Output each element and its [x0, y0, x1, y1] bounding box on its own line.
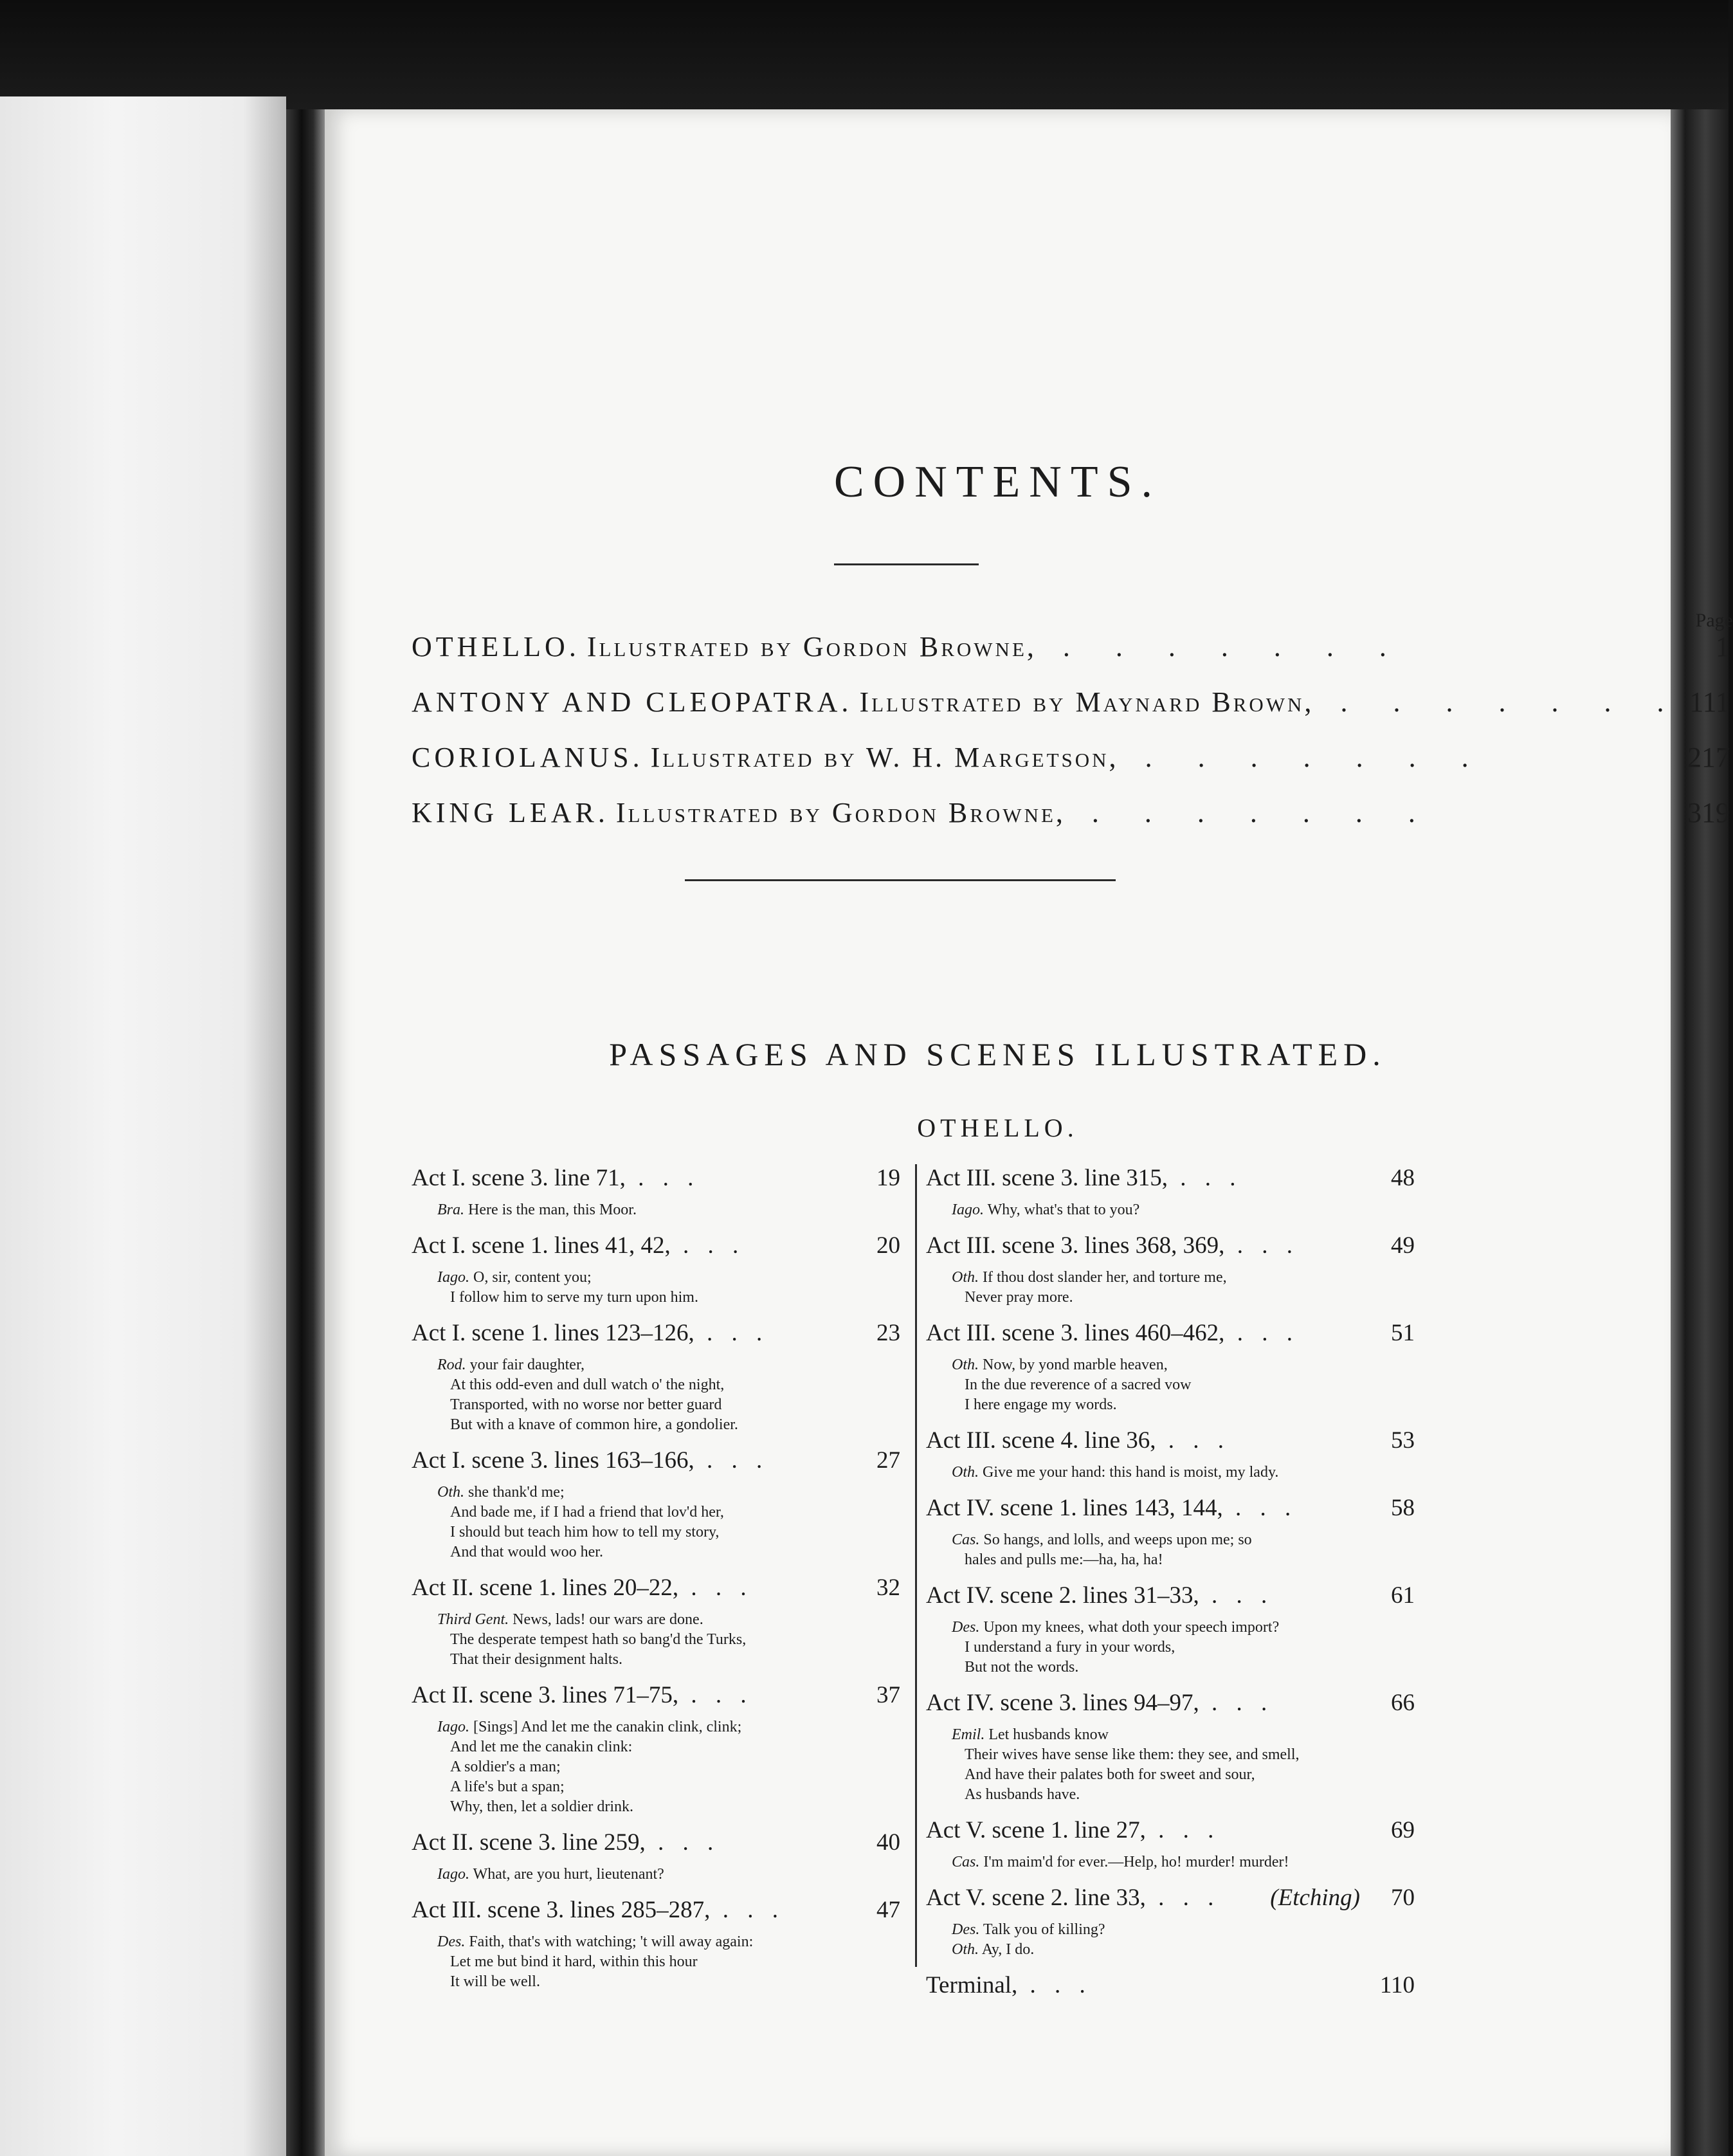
quote-line [437, 1375, 900, 1395]
passage-entry [412, 1829, 900, 1885]
quote-text: And let me the canakin clink: [450, 1739, 633, 1755]
passage-page-number: 32 [876, 1575, 900, 1601]
passage-quote [437, 1483, 900, 1562]
passage-quote [952, 1268, 1415, 1308]
passage-reference: Act I. scene 1. lines 41, 42, [412, 1232, 671, 1259]
passage-entry [926, 1884, 1415, 1960]
passage-entry [412, 1896, 900, 1992]
quote-text: It will be well. [450, 1973, 540, 1990]
passage-page-number: 53 [1391, 1427, 1415, 1454]
passage-reference-line [412, 1896, 900, 1932]
passage-entry [412, 1232, 900, 1308]
quote-line [437, 1395, 900, 1415]
passage-reference-line [926, 1971, 1415, 2007]
passage-reference: Act IV. scene 3. lines 94–97, [926, 1690, 1199, 1716]
quote-text: Upon my knees, what doth your speech import? [983, 1619, 1280, 1636]
quote-speaker: Oth. [952, 1357, 979, 1373]
leader-dots: . . . [1224, 1320, 1299, 1346]
passage-entry [926, 1816, 1415, 1872]
leader-dots: . . . [1145, 1817, 1220, 1843]
passage-page-number: 70 [1391, 1885, 1415, 1911]
quote-line [952, 1530, 1415, 1550]
quote-speaker: Oth. [952, 1269, 979, 1286]
quote-text: In the due reverence of a sacred vow [965, 1376, 1192, 1393]
quote-speaker: Des. [952, 1921, 980, 1938]
passage-reference: Act II. scene 3. line 259, [412, 1829, 646, 1856]
passage-reference: Act III. scene 4. line 36, [926, 1427, 1156, 1454]
table-of-contents [412, 630, 1730, 852]
quote-text: And bade me, if I had a friend that lov'd her, [450, 1504, 724, 1521]
quote-line [437, 1503, 900, 1522]
quote-line [952, 1463, 1415, 1483]
quote-text: Now, by yond marble heaven, [983, 1357, 1168, 1373]
quote-line [437, 1200, 900, 1220]
facing-blank-page [0, 96, 286, 2156]
quote-line [952, 1940, 1415, 1960]
passage-reference: Act III. scene 3. lines 460–462, [926, 1320, 1225, 1346]
toc-page-number: 319 [1687, 797, 1730, 828]
passage-quote [952, 1200, 1415, 1220]
quote-text: O, sir, content you; [473, 1269, 592, 1286]
passage-entry [412, 1447, 900, 1562]
passage-reference: Act I. scene 1. lines 123–126, [412, 1320, 694, 1346]
toc-entry [412, 741, 1730, 796]
toc-illustrator: Illustrated by W. H. Margetson, [650, 742, 1119, 773]
quote-line [952, 1618, 1415, 1638]
quote-text: At this odd-even and dull watch o' the night, [450, 1376, 725, 1393]
quote-text: Let me but bind it hard, within this hour [450, 1953, 698, 1970]
leader-dots: . . . [670, 1232, 745, 1259]
quote-line [952, 1395, 1415, 1415]
leader-dots: . . . [678, 1682, 753, 1708]
quote-line [437, 1483, 900, 1503]
book-gutter [286, 109, 325, 2156]
passage-quote [437, 1865, 900, 1885]
quote-text: And that would woo her. [450, 1544, 603, 1560]
leader-dots: . . . [1017, 1972, 1092, 1998]
contents-title: CONTENTS. [833, 457, 1162, 507]
passage-reference: Act III. scene 3. lines 368, 369, [926, 1232, 1225, 1259]
toc-leader-dots: . . . . . . . [1314, 686, 1683, 718]
column-divider [915, 1164, 917, 1967]
quote-line [437, 1610, 900, 1630]
toc-page-number: 217 [1687, 742, 1730, 773]
leader-dots: . . . [694, 1447, 769, 1474]
quote-line [952, 1725, 1415, 1745]
passage-page-number: 58 [1391, 1495, 1415, 1521]
passage-entry [926, 1494, 1415, 1570]
passage-reference-line [926, 1232, 1415, 1268]
quote-speaker: Oth. [952, 1464, 979, 1481]
quote-text: Why, what's that to you? [987, 1201, 1140, 1218]
quote-speaker: Iago. [437, 1719, 469, 1735]
quote-text: [Sings] And let me the canakin clink, clink; [473, 1719, 742, 1735]
quote-speaker: Iago. [437, 1866, 469, 1883]
toc-entry [412, 686, 1730, 741]
quote-text: she thank'd me; [468, 1484, 565, 1501]
passage-reference-line [926, 1689, 1415, 1725]
quote-text: So hangs, and lolls, and weeps upon me; so [983, 1531, 1252, 1548]
quote-text: News, lads! our wars are done. [513, 1611, 703, 1628]
quote-speaker: Third Gent. [437, 1611, 509, 1628]
quote-text: Faith, that's with watching; 't will away again: [469, 1933, 754, 1950]
quote-speaker: Bra. [437, 1201, 464, 1218]
passage-quote [952, 1920, 1415, 1960]
toc-play-title: ANTONY AND CLEOPATRA. [412, 686, 853, 718]
quote-line [952, 1268, 1415, 1288]
quote-line [437, 1865, 900, 1885]
passage-reference: Act IV. scene 2. lines 31–33, [926, 1582, 1199, 1609]
toc-play-title: CORIOLANUS. [412, 742, 644, 773]
page-column-label: Page [1695, 610, 1733, 631]
passages-title: PASSAGES AND SCENES ILLUSTRATED. [609, 1036, 1386, 1072]
quote-speaker: Oth. [437, 1484, 464, 1501]
leader-dots: . . . [1199, 1690, 1274, 1716]
passage-reference: Act II. scene 1. lines 20–22, [412, 1575, 679, 1601]
quote-line [437, 1268, 900, 1288]
passages-left-column [412, 1164, 900, 2004]
passage-quote [437, 1268, 900, 1308]
passage-quote [952, 1530, 1415, 1570]
play-section-title: OTHELLO. [917, 1113, 1078, 1142]
quote-line [437, 1650, 900, 1670]
quote-line [952, 1658, 1415, 1677]
passage-reference-line [926, 1494, 1415, 1530]
passage-page-number: 47 [876, 1897, 900, 1923]
quote-line [437, 1717, 900, 1737]
quote-line [437, 1777, 900, 1797]
passage-page-number: 19 [876, 1165, 900, 1191]
quote-line [952, 1745, 1415, 1765]
passage-reference: Act IV. scene 1. lines 143, 144, [926, 1495, 1223, 1521]
leader-dots: . . . [1145, 1885, 1220, 1911]
toc-illustrator: Illustrated by Maynard Brown, [859, 686, 1314, 718]
passage-page-number: 66 [1391, 1690, 1415, 1716]
passage-quote [952, 1725, 1415, 1805]
quote-speaker: Emil. [952, 1726, 985, 1743]
quote-line [437, 1757, 900, 1777]
passage-page-number: 61 [1391, 1582, 1415, 1609]
toc-entry [412, 796, 1730, 852]
passage-reference-line [412, 1319, 900, 1355]
quote-text: hales and pulls me:—ha, ha, ha! [965, 1551, 1163, 1568]
passage-reference: Act V. scene 1. line 27, [926, 1817, 1146, 1843]
passage-reference-line [926, 1816, 1415, 1852]
leader-dots: . . . [1168, 1165, 1242, 1191]
quote-line [437, 1288, 900, 1308]
passage-page-number: 48 [1391, 1165, 1415, 1191]
passage-quote [437, 1932, 900, 1992]
leader-dots: . . . [678, 1575, 753, 1601]
quote-text: A life's but a span; [450, 1778, 565, 1795]
quote-text: I follow him to serve my turn upon him. [450, 1289, 698, 1306]
passage-entry [926, 1582, 1415, 1677]
quote-text: The desperate tempest hath so bang'd the Turks, [450, 1631, 747, 1648]
quote-line [437, 1737, 900, 1757]
quote-speaker: Iago. [437, 1269, 469, 1286]
passage-quote [952, 1463, 1415, 1483]
passage-reference-line [926, 1319, 1415, 1355]
quote-line [437, 1932, 900, 1952]
book-edge [1671, 109, 1728, 2156]
passage-reference-line [926, 1164, 1415, 1200]
quote-speaker: Des. [952, 1619, 980, 1636]
quote-text: Ay, I do. [981, 1941, 1035, 1958]
toc-illustrator: Illustrated by Gordon Browne, [615, 797, 1066, 828]
passage-page-number: 51 [1391, 1320, 1415, 1346]
quote-line [952, 1638, 1415, 1658]
quote-line [437, 1630, 900, 1650]
quote-line [952, 1765, 1415, 1785]
quote-speaker: Rod. [437, 1357, 466, 1373]
passage-reference: Act II. scene 3. lines 71–75, [412, 1682, 679, 1708]
quote-text: That their designment halts. [450, 1651, 622, 1668]
title-rule [834, 563, 979, 565]
quote-text: I'm maim'd for ever.—Help, ho! murder! murder! [983, 1854, 1289, 1870]
quote-text: But not the words. [965, 1659, 1079, 1676]
quote-text: Let husbands know [988, 1726, 1109, 1743]
passage-reference-line [926, 1582, 1415, 1618]
quote-text: And have their palates both for sweet and sour, [965, 1766, 1255, 1783]
quote-text: your fair daughter, [469, 1357, 585, 1373]
passage-entry [926, 1689, 1415, 1805]
passage-entry [412, 1164, 900, 1220]
passage-reference: Act V. scene 2. line 33, [926, 1885, 1146, 1911]
quote-text: Why, then, let a soldier drink. [450, 1798, 634, 1815]
quote-text: Their wives have sense like them: they see, and smell, [965, 1746, 1300, 1763]
quote-speaker: Oth. [952, 1941, 979, 1958]
passage-reference: Terminal, [926, 1972, 1018, 1998]
passage-note: (Etching) [1270, 1885, 1360, 1911]
passage-page-number: 69 [1391, 1817, 1415, 1843]
toc-page-number: 1 [1716, 631, 1730, 662]
toc-leader-dots: . . . . . . . [1036, 631, 1406, 662]
leader-dots: . . . [1199, 1582, 1274, 1609]
quote-text: As husbands have. [965, 1786, 1080, 1803]
quote-line [952, 1920, 1415, 1940]
passage-reference: Act III. scene 3. line 315, [926, 1165, 1168, 1191]
contents-page [325, 109, 1733, 2156]
passage-quote [952, 1852, 1415, 1872]
passage-reference: Act I. scene 3. line 71, [412, 1165, 626, 1191]
passage-entry [926, 1319, 1415, 1415]
passage-page-number: 49 [1391, 1232, 1415, 1259]
quote-text: If thou dost slander her, and torture me, [983, 1269, 1227, 1286]
quote-speaker: Cas. [952, 1531, 980, 1548]
quote-line [952, 1785, 1415, 1805]
quote-line [952, 1288, 1415, 1308]
quote-line [437, 1355, 900, 1375]
passage-reference: Act I. scene 3. lines 163–166, [412, 1447, 694, 1474]
quote-speaker: Iago. [952, 1201, 984, 1218]
toc-play-title: OTHELLO. [412, 631, 580, 662]
passage-quote [437, 1610, 900, 1670]
quote-text: I should but teach him how to tell my story, [450, 1524, 720, 1540]
quote-text: What, are you hurt, lieutenant? [473, 1866, 664, 1883]
quote-line [437, 1522, 900, 1542]
toc-play-title: KING LEAR. [412, 797, 609, 828]
passage-quote [952, 1355, 1415, 1415]
quote-line [952, 1355, 1415, 1375]
quote-text: Here is the man, this Moor. [468, 1201, 637, 1218]
passage-page-number: 23 [876, 1320, 900, 1346]
leader-dots: . . . [645, 1829, 720, 1856]
passage-reference-line [412, 1681, 900, 1717]
quote-speaker: Des. [437, 1933, 466, 1950]
quote-text: I here engage my words. [965, 1396, 1117, 1413]
passage-quote [437, 1717, 900, 1817]
leader-dots: . . . [710, 1897, 785, 1923]
passage-entry [926, 1427, 1415, 1483]
quote-line [952, 1200, 1415, 1220]
quote-line [437, 1542, 900, 1562]
toc-entry [412, 630, 1730, 686]
toc-illustrator: Illustrated by Gordon Browne, [586, 631, 1037, 662]
quote-line [952, 1852, 1415, 1872]
passage-quote [437, 1355, 900, 1435]
passage-reference-line [412, 1574, 900, 1610]
leader-dots: . . . [694, 1320, 769, 1346]
quote-text: Give me your hand: this hand is moist, my lady. [983, 1464, 1279, 1481]
leader-dots: . . . [625, 1165, 700, 1191]
quote-line [437, 1415, 900, 1435]
passage-reference-line [412, 1164, 900, 1200]
quote-line [437, 1972, 900, 1992]
section-rule [685, 879, 1116, 881]
leader-dots: . . . [1222, 1495, 1298, 1521]
toc-leader-dots: . . . . . . . [1065, 797, 1435, 828]
passage-reference-line [926, 1427, 1415, 1463]
passage-entry [412, 1681, 900, 1817]
passage-reference-line [412, 1829, 900, 1865]
passage-page-number: 110 [1379, 1972, 1415, 1998]
quote-text: Transported, with no worse nor better guard [450, 1396, 722, 1413]
passage-reference-line [412, 1232, 900, 1268]
quote-text: Never pray more. [965, 1289, 1073, 1306]
passage-page-number: 37 [876, 1682, 900, 1708]
passage-entry [926, 1232, 1415, 1308]
passage-quote [952, 1618, 1415, 1677]
quote-text: I understand a fury in your words, [965, 1639, 1175, 1656]
passage-entry [412, 1574, 900, 1670]
passage-quote [437, 1200, 900, 1220]
passage-reference-line [926, 1884, 1415, 1920]
quote-line [437, 1952, 900, 1972]
quote-speaker: Cas. [952, 1854, 980, 1870]
passage-entry [926, 1971, 1415, 2007]
quote-text: Talk you of killing? [983, 1921, 1105, 1938]
leader-dots: . . . [1224, 1232, 1299, 1259]
toc-page-number: 111 [1689, 686, 1730, 718]
passages-right-column [926, 1164, 1415, 2019]
passage-reference: Act III. scene 3. lines 285–287, [412, 1897, 711, 1923]
passage-page-number: 20 [876, 1232, 900, 1259]
quote-line [952, 1375, 1415, 1395]
leader-dots: . . . [1156, 1427, 1231, 1454]
passage-reference-line [412, 1447, 900, 1483]
passage-entry [412, 1319, 900, 1435]
quote-text: A soldier's a man; [450, 1759, 561, 1775]
toc-leader-dots: . . . . . . . [1118, 742, 1488, 773]
quote-line [952, 1550, 1415, 1570]
quote-line [437, 1797, 900, 1817]
passage-entry [926, 1164, 1415, 1220]
passage-page-number: 40 [876, 1829, 900, 1856]
passage-page-number: 27 [876, 1447, 900, 1474]
quote-text: But with a knave of common hire, a gondolier. [450, 1416, 738, 1433]
